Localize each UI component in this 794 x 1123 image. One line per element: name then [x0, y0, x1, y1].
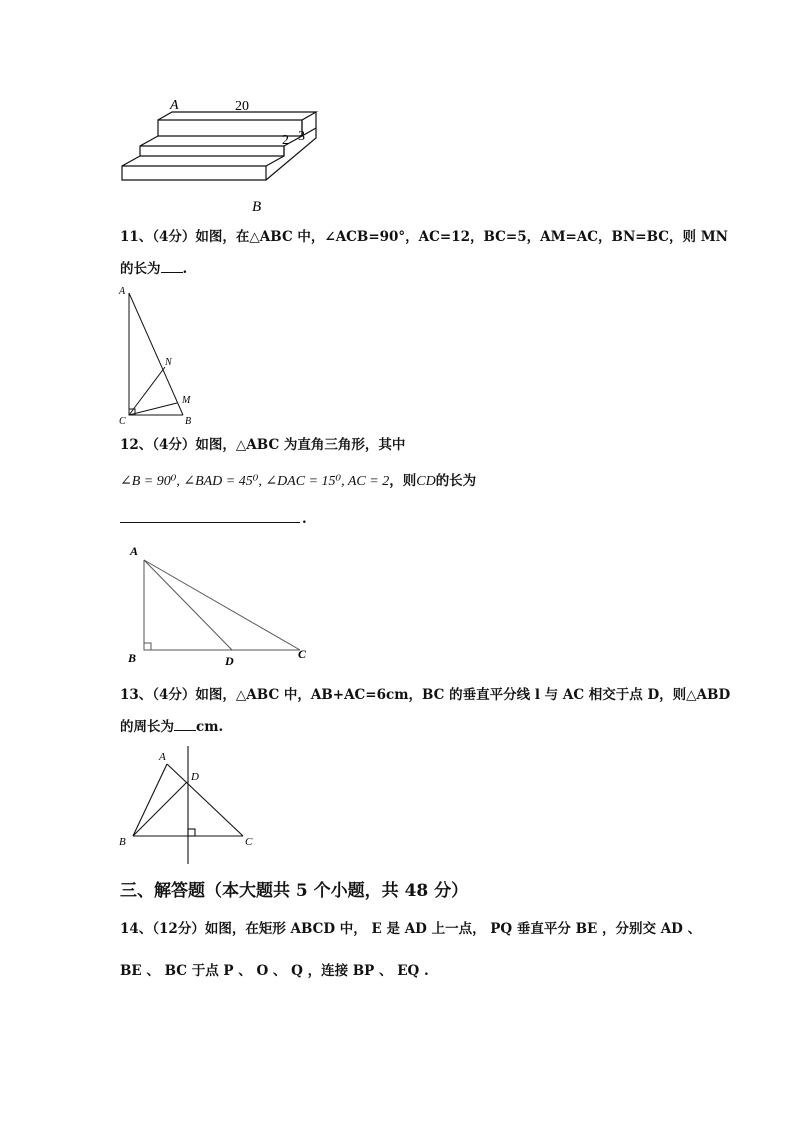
q11-label-c: C	[119, 416, 126, 427]
stairs-height-label: 3	[298, 129, 305, 144]
q11-line2-suffix: .	[182, 261, 188, 277]
q11-label-a: A	[119, 286, 126, 297]
q13-line2-suffix: cm.	[196, 719, 224, 735]
q13-answer-blank	[174, 718, 196, 731]
q12-line1-text: 12、（4分）如图，△ABC 为直角三角形，其中	[120, 437, 406, 453]
q11-answer-blank	[161, 260, 183, 273]
stairs-depth-label: 2	[282, 133, 289, 148]
q14-line1: 14、（12分）如图，在矩形 ABCD 中， E 是 AD 上一点， PQ 垂直平分 BE ，分别交 AD 、	[120, 921, 702, 937]
q12-line1	[120, 436, 405, 454]
q12-answer-line	[120, 522, 300, 523]
q12-label-b: B	[128, 651, 137, 665]
q12-figure	[120, 540, 320, 670]
q13-label-c: C	[245, 836, 253, 848]
q12-condition-math: ∠B = 90⁰, ∠BAD = 45⁰, ∠DAC = 15⁰, AC = 2	[120, 474, 390, 489]
q12-line2	[120, 472, 476, 491]
q13-label-b: B	[119, 836, 126, 848]
q12-label-c: C	[298, 647, 307, 661]
q12-line3-tail: .	[302, 511, 307, 527]
q13-line1: 13、（4分）如图，△ABC 中，AB+AC=6cm，BC 的垂直平分线 l 与 AC 相交于点 D，则△ABD	[120, 687, 731, 703]
q13-figure	[115, 742, 265, 867]
stairs-label-a: A	[170, 98, 179, 113]
q13-line2-prefix: 的周长为	[120, 719, 174, 735]
q11-label-n: N	[165, 357, 172, 368]
q12-label-a: A	[130, 544, 139, 558]
q11-line2	[120, 260, 187, 278]
stairs-length-label: 20	[235, 99, 249, 114]
q12-line2-tail: 的长为	[435, 473, 477, 489]
q13-label-a: A	[159, 751, 166, 763]
stairs-figure	[110, 98, 330, 218]
q11-figure	[115, 285, 205, 427]
q11-line2-prefix: 的长为	[120, 261, 161, 277]
stairs-label-b: B	[252, 199, 262, 215]
q13-line2	[120, 718, 223, 736]
q14-line2: BE 、 BC 于点 P 、 O 、 Q ，连接 BP 、 EQ .	[120, 963, 429, 979]
q12-line2-text: ，则	[389, 473, 417, 489]
q11-label-b: B	[185, 416, 192, 427]
section-heading: 三、解答题（本大题共 5 个小题，共 48 分）	[120, 881, 469, 901]
q13-label-d: D	[191, 771, 199, 783]
q12-cd-math: CD	[416, 474, 436, 489]
q11-line1: 11、（4分）如图，在△ABC 中，∠ACB=90°，AC=12，BC=5，AM=AC，BN=BC，则 MN	[120, 229, 729, 245]
q11-label-m: M	[182, 395, 191, 406]
q12-label-d: D	[225, 654, 234, 668]
